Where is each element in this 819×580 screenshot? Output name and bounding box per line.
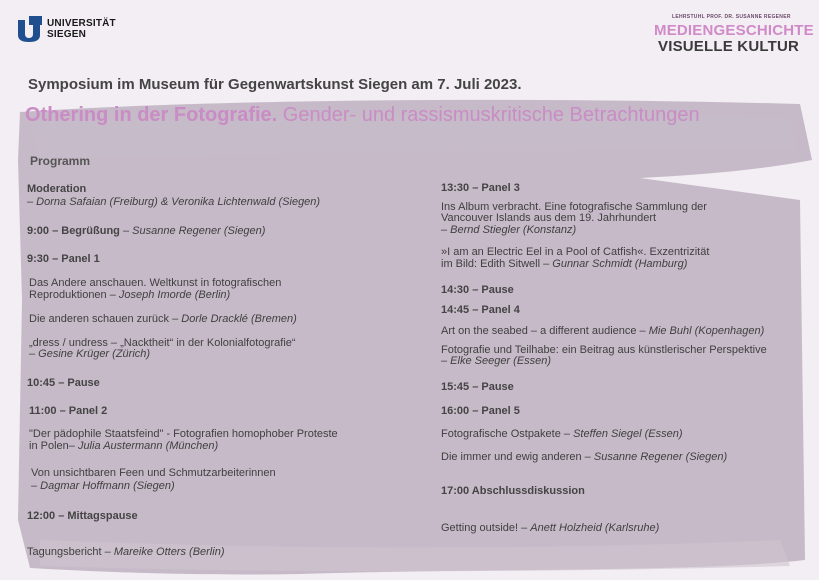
panel5-heading: 16:00 – Panel 5	[441, 405, 520, 417]
talk-p2b-line1: Von unsichtbaren Feen und Schmutzarbeiterinnen	[31, 467, 276, 479]
chair-brand	[654, 14, 814, 54]
panel2-heading: 11:00 – Panel 2	[29, 405, 108, 417]
talk-p4a-text: Art on the seabed – a different audience –	[441, 325, 649, 337]
greeting-speaker: – Susanne Regener (Siegen)	[119, 225, 266, 237]
talk-p4b-line1: Fotografie und Teilhabe: ein Beitrag aus künstlerischer Perspektive	[441, 344, 767, 356]
talk-p2a-text: in Polen–	[29, 440, 78, 452]
talk-p1c-speaker: – Gesine Krüger (Zürich)	[29, 348, 151, 360]
talk-p1b-speaker: Dorle Dracklé (Bremen)	[181, 313, 297, 325]
talk-p3b-line1: »I am an Electric Eel in a Pool of Catfish«. Exzentrizität	[441, 246, 710, 258]
moderation-names: – Dorna Safaian (Freiburg) & Veronika Lichtenwald (Siegen)	[27, 196, 321, 208]
talk-p1a-line2	[29, 289, 230, 302]
talk-p5b-text: Die immer und ewig anderen –	[441, 451, 594, 463]
talk-p1a-line1: Das Andere anschauen. Weltkunst in fotografischen	[29, 277, 282, 289]
panel4-heading: 14:45 – Panel 4	[441, 304, 520, 316]
talk-p3a-line2: Vancouver Islands aus dem 19. Jahrhundert	[441, 212, 657, 224]
event-headline: Symposium im Museum für Gegenwartskunst Siegen am 7. Juli 2023.	[28, 76, 522, 93]
university-logo[interactable]	[16, 16, 116, 42]
talk-p5b	[441, 451, 727, 464]
talk-p3b-line2	[441, 258, 687, 271]
title-rest: Gender- und rassismuskritische Betrachtungen	[277, 104, 700, 126]
university-logo-icon	[16, 16, 42, 42]
outside-text: Getting outside! –	[441, 522, 531, 534]
report-speaker: Mareike Otters (Berlin)	[113, 546, 225, 558]
talk-p5b-speaker: Susanne Regener (Siegen)	[593, 451, 728, 463]
talk-p1b	[29, 313, 297, 326]
talk-p4a-speaker: Mie Buhl (Kopenhagen)	[648, 325, 765, 337]
logo-line1: UNIVERSITÄT	[47, 18, 116, 29]
moderation-heading: Moderation	[27, 183, 87, 195]
greeting-time: 9:00 – Begrüßung	[27, 225, 120, 237]
talk-p2a-line1: "Der pädophile Staatsfeind" - Fotografien homophober Proteste	[29, 428, 338, 440]
brand-chair: LEHRSTUHL PROF. DR. SUSANNE REGENER	[672, 14, 791, 20]
talk-p1a-speaker: Joseph Imorde (Berlin)	[118, 289, 231, 301]
brand-line2: VISUELLE KULTUR	[658, 38, 800, 55]
final-discussion: 17:00 Abschlussdiskussion	[441, 485, 585, 497]
talk-p5a-speaker: Steffen Siegel (Essen)	[573, 428, 683, 440]
pause2: 14:30 – Pause	[441, 284, 514, 296]
talk-p2b-speaker: – Dagmar Hoffmann (Siegen)	[31, 480, 175, 492]
panel1-heading: 9:30 – Panel 1	[27, 253, 100, 265]
pause1: 10:45 – Pause	[27, 377, 100, 389]
talk-p1c-line1: „dress / undress – „Nacktheit“ in der Kolonialfotografie“	[29, 337, 296, 349]
talk-p2a-speaker: Julia Austermann (München)	[77, 440, 219, 452]
brand-line1: MEDIENGESCHICHTE	[654, 22, 814, 39]
lunch-break: 12:00 – Mittagspause	[27, 510, 138, 522]
logo-line2: SIEGEN	[47, 29, 86, 40]
talk-p1b-text: Die anderen schauen zurück –	[29, 313, 182, 325]
talk-p3b-speaker: Gunnar Schmidt (Hamburg)	[552, 258, 688, 270]
report-text: Tagungsbericht –	[27, 546, 114, 558]
talk-p4a	[441, 325, 764, 338]
program-heading: Programm	[30, 154, 91, 168]
talk-p4b-speaker: – Elke Seeger (Essen)	[441, 355, 552, 367]
talk-p3b-text: im Bild: Edith Sitwell –	[441, 258, 553, 270]
talk-p5a-text: Fotografische Ostpakete –	[441, 428, 574, 440]
talk-p3a-line1: Ins Album verbracht. Eine fotografische Sammlung der	[441, 201, 707, 213]
outside-speaker: Anett Holzheid (Karlsruhe)	[530, 522, 660, 534]
talk-p5a	[441, 428, 683, 441]
event-title	[25, 104, 700, 127]
panel3-heading: 13:30 – Panel 3	[441, 182, 520, 194]
talk-p3a-speaker: – Bernd Stiegler (Konstanz)	[441, 224, 577, 236]
talk-p2a-line2	[29, 440, 218, 453]
report-row	[27, 546, 224, 559]
talk-p1a-text: Reproduktionen –	[29, 289, 119, 301]
title-bold: Othering in der Fotografie.	[25, 104, 278, 126]
greeting-row	[27, 225, 265, 238]
outside-row	[441, 522, 659, 535]
pause3: 15:45 – Pause	[441, 381, 514, 393]
